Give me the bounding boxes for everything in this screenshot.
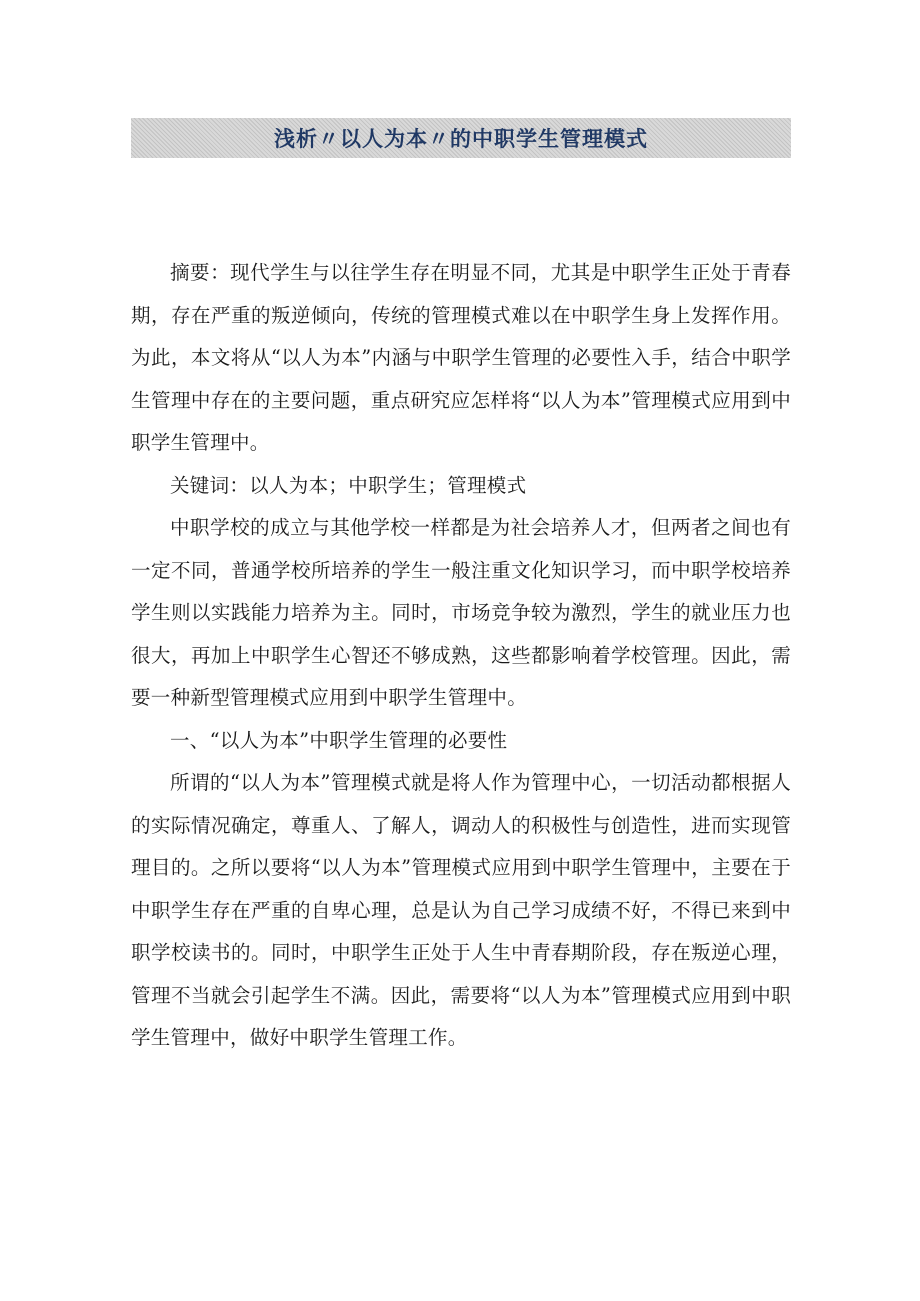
section-1-paragraph: 所谓的“以人为本”管理模式就是将人作为管理中心，一切活动都根据人的实际情况确定，尊重人、了解人，调动人的积极性与创造性，进而实现管理目的。之所以要将“以人为本”管理模式应用到中职学生管理中，主要在于中职学生存在严重的自卑心理，总是认为自己学习成绩不好，不得已来到中职学校读书的。同时，中职学生正处于人生中青春期阶段，存在叛逆心理，管理不当就会引起学生不满。因此，需要将“以人为本”管理模式应用到中职学生管理中，做好中职学生管理工作。 (131, 771, 791, 1049)
keywords-paragraph: 关键词：以人为本；中职学生；管理模式 (170, 473, 527, 497)
section-heading-1: 一、“以人为本”中职学生管理的必要性 (170, 728, 508, 752)
document-body (131, 252, 791, 1060)
document-title: 浅析〃以人为本〃的中职学生管理模式 (274, 127, 648, 151)
intro-paragraph: 中职学校的成立与其他学校一样都是为社会培养人才，但两者之间也有一定不同，普通学校所培养的学生一般注重文化知识学习，而中职学校培养学生则以实践能力培养为主。同时，市场竞争较为激烈，学生的就业压力也很大，再加上中职学生心智还不够成熟，这些都影响着学校管理。因此，需要一种新型管理模式应用到中职学生管理中。 (131, 516, 791, 709)
title-banner (131, 118, 791, 158)
abstract-paragraph: 摘要：现代学生与以往学生存在明显不同，尤其是中职学生正处于青春期，存在严重的叛逆倾向，传统的管理模式难以在中职学生身上发挥作用。为此，本文将从“以人为本”内涵与中职学生管理的必要性入手，结合中职学生管理中存在的主要问题，重点研究应怎样将“以人为本”管理模式应用到中职学生管理中。 (131, 261, 791, 454)
